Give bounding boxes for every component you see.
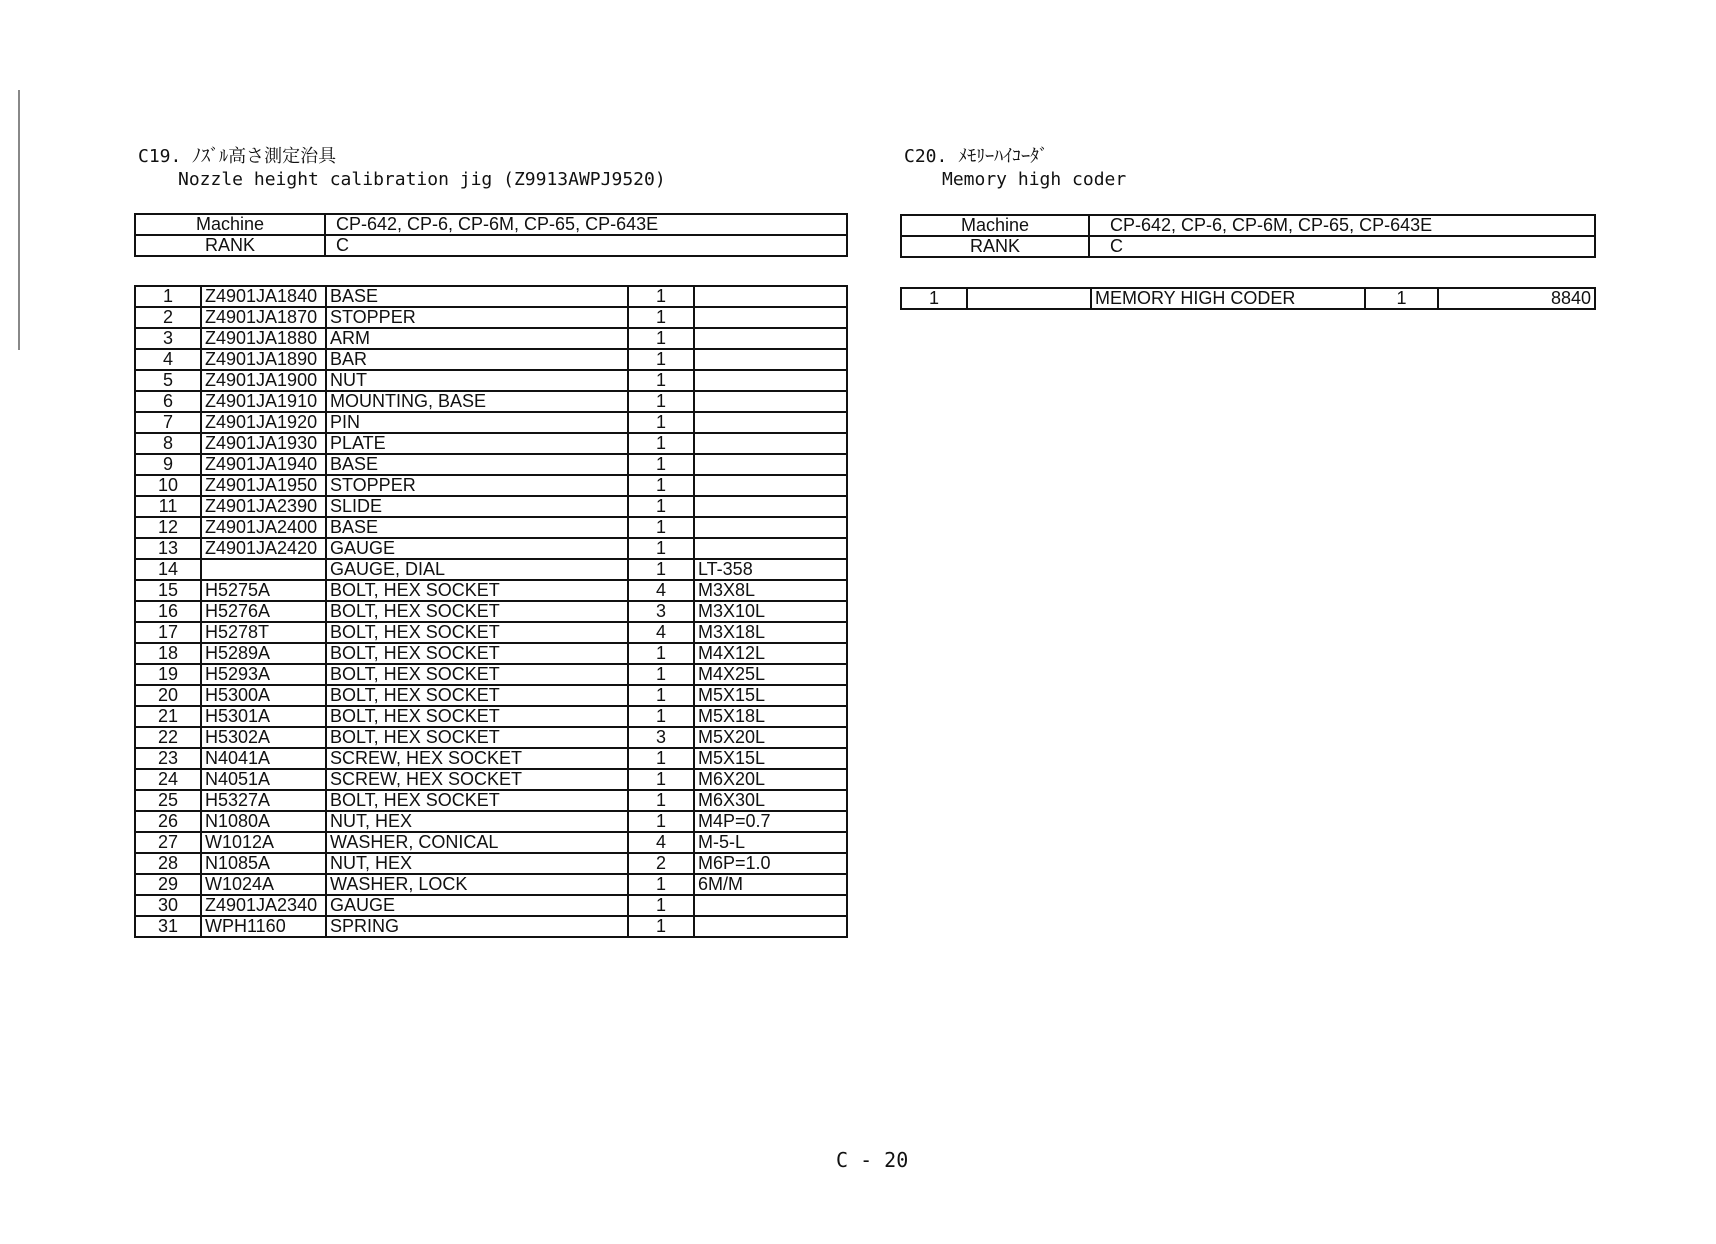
- c19-part-remark: M5X20L: [694, 727, 847, 748]
- c19-part-name: BOLT, HEX SOCKET: [326, 601, 628, 622]
- c20-subtitle: Memory high coder: [942, 169, 1127, 190]
- c19-part-qty: 1: [628, 496, 694, 517]
- c19-part-code: W1024A: [201, 874, 326, 895]
- c19-part-code: W1012A: [201, 832, 326, 853]
- c19-part-code: H5302A: [201, 727, 326, 748]
- scan-edge-line: [18, 90, 20, 350]
- c19-part-name: BASE: [326, 454, 628, 475]
- c19-part-code: Z4901JA1930: [201, 433, 326, 454]
- c19-part-code: H5275A: [201, 580, 326, 601]
- c19-part-remark: [694, 433, 847, 454]
- c19-part-code: Z4901JA1900: [201, 370, 326, 391]
- c19-part-name: GAUGE: [326, 895, 628, 916]
- c19-part-row: [135, 580, 847, 601]
- c19-part-name: STOPPER: [326, 307, 628, 328]
- c19-part-name: BOLT, HEX SOCKET: [326, 790, 628, 811]
- c19-part-row: [135, 769, 847, 790]
- c19-part-code: N1085A: [201, 853, 326, 874]
- c19-part-qty: 1: [628, 538, 694, 559]
- c19-part-number: 7: [135, 412, 201, 433]
- c19-part-row: [135, 895, 847, 916]
- c19-part-qty: 1: [628, 664, 694, 685]
- c19-part-remark: M5X15L: [694, 748, 847, 769]
- c19-part-number: 28: [135, 853, 201, 874]
- c19-part-code: N4041A: [201, 748, 326, 769]
- c19-part-name: NUT, HEX: [326, 853, 628, 874]
- c19-part-remark: M3X18L: [694, 622, 847, 643]
- c19-part-code: Z4901JA1910: [201, 391, 326, 412]
- c19-part-remark: M5X15L: [694, 685, 847, 706]
- c19-part-row: [135, 853, 847, 874]
- c20-parts-table: [900, 287, 1596, 310]
- c19-part-code: H5301A: [201, 706, 326, 727]
- c20-machine-label: Machine: [901, 215, 1089, 236]
- c19-part-remark: M6X30L: [694, 790, 847, 811]
- c20-machine-table: [900, 214, 1596, 258]
- c19-part-row: [135, 916, 847, 937]
- c19-part-remark: [694, 286, 847, 307]
- c19-part-name: NUT: [326, 370, 628, 391]
- c19-part-row: [135, 454, 847, 475]
- c19-part-code: N4051A: [201, 769, 326, 790]
- c19-part-number: 3: [135, 328, 201, 349]
- c19-part-code: Z4901JA1870: [201, 307, 326, 328]
- c19-part-code: Z4901JA1890: [201, 349, 326, 370]
- c19-part-code: [201, 559, 326, 580]
- c19-part-row: [135, 538, 847, 559]
- c19-part-code: Z4901JA2390: [201, 496, 326, 517]
- c19-part-number: 12: [135, 517, 201, 538]
- c19-part-name: BOLT, HEX SOCKET: [326, 643, 628, 664]
- c19-part-code: Z4901JA1880: [201, 328, 326, 349]
- c19-part-row: [135, 475, 847, 496]
- c19-part-name: SCREW, HEX SOCKET: [326, 769, 628, 790]
- c19-part-qty: 1: [628, 685, 694, 706]
- c19-rank-label: RANK: [135, 235, 325, 256]
- c19-part-remark: [694, 328, 847, 349]
- c19-machine-label: Machine: [135, 214, 325, 235]
- c19-part-row: [135, 307, 847, 328]
- c19-part-qty: 1: [628, 769, 694, 790]
- c19-part-row: [135, 286, 847, 307]
- c19-part-qty: 4: [628, 622, 694, 643]
- c19-part-remark: M5X18L: [694, 706, 847, 727]
- c19-part-remark: [694, 538, 847, 559]
- c19-part-name: BASE: [326, 517, 628, 538]
- c19-part-name: SCREW, HEX SOCKET: [326, 748, 628, 769]
- c19-part-code: H5300A: [201, 685, 326, 706]
- c19-part-number: 2: [135, 307, 201, 328]
- c19-part-code: H5276A: [201, 601, 326, 622]
- c19-part-code: N1080A: [201, 811, 326, 832]
- c19-part-remark: M4X12L: [694, 643, 847, 664]
- c19-part-qty: 1: [628, 895, 694, 916]
- c19-part-remark: LT-358: [694, 559, 847, 580]
- c19-part-name: BOLT, HEX SOCKET: [326, 622, 628, 643]
- c19-part-number: 18: [135, 643, 201, 664]
- c19-part-name: PIN: [326, 412, 628, 433]
- c19-part-code: H5293A: [201, 664, 326, 685]
- c19-part-number: 17: [135, 622, 201, 643]
- c19-part-qty: 1: [628, 370, 694, 391]
- c19-part-number: 15: [135, 580, 201, 601]
- c19-part-number: 22: [135, 727, 201, 748]
- c19-part-code: Z4901JA1840: [201, 286, 326, 307]
- c19-part-remark: [694, 370, 847, 391]
- c20-title: C20. ﾒﾓﾘｰﾊｲｺｰﾀﾞ: [904, 146, 1049, 167]
- c19-rank-value: C: [325, 235, 847, 256]
- c20-part-name: MEMORY HIGH CODER: [1091, 288, 1365, 309]
- c19-part-row: [135, 433, 847, 454]
- c19-part-name: GAUGE, DIAL: [326, 559, 628, 580]
- c20-part-remark: 8840: [1438, 288, 1595, 309]
- c19-part-remark: M-5-L: [694, 832, 847, 853]
- c19-part-remark: [694, 916, 847, 937]
- c19-part-name: ARM: [326, 328, 628, 349]
- c19-part-row: [135, 643, 847, 664]
- c19-rank-row: [135, 235, 847, 256]
- c20-machine-value: CP-642, CP-6, CP-6M, CP-65, CP-643E: [1089, 215, 1595, 236]
- c19-part-qty: 1: [628, 706, 694, 727]
- c19-part-qty: 1: [628, 748, 694, 769]
- c19-machine-table: [134, 213, 848, 257]
- c19-part-code: H5289A: [201, 643, 326, 664]
- c19-part-name: WASHER, CONICAL: [326, 832, 628, 853]
- c19-part-qty: 1: [628, 307, 694, 328]
- c19-part-remark: [694, 475, 847, 496]
- c19-part-qty: 1: [628, 517, 694, 538]
- c19-part-remark: M3X10L: [694, 601, 847, 622]
- c19-part-qty: 1: [628, 433, 694, 454]
- c19-part-row: [135, 601, 847, 622]
- c19-part-number: 19: [135, 664, 201, 685]
- c19-part-remark: M6P=1.0: [694, 853, 847, 874]
- c20-part-qty: 1: [1365, 288, 1438, 309]
- c19-part-qty: 1: [628, 328, 694, 349]
- c19-part-code: Z4901JA1950: [201, 475, 326, 496]
- c19-part-qty: 4: [628, 580, 694, 601]
- c19-part-name: BASE: [326, 286, 628, 307]
- c19-part-row: [135, 412, 847, 433]
- c19-parts-table: [134, 285, 848, 938]
- c19-part-code: Z4901JA1920: [201, 412, 326, 433]
- c19-machine-value: CP-642, CP-6, CP-6M, CP-65, CP-643E: [325, 214, 847, 235]
- c19-part-number: 21: [135, 706, 201, 727]
- c19-part-name: BOLT, HEX SOCKET: [326, 664, 628, 685]
- c19-part-remark: [694, 895, 847, 916]
- c19-part-number: 20: [135, 685, 201, 706]
- c20-rank-label: RANK: [901, 236, 1089, 257]
- c19-part-remark: M4P=0.7: [694, 811, 847, 832]
- c19-part-name: BOLT, HEX SOCKET: [326, 706, 628, 727]
- c19-part-row: [135, 517, 847, 538]
- c20-part-number: 1: [901, 288, 967, 309]
- c19-part-number: 30: [135, 895, 201, 916]
- c19-part-number: 24: [135, 769, 201, 790]
- c19-part-code: Z4901JA2340: [201, 895, 326, 916]
- c19-part-code: Z4901JA2420: [201, 538, 326, 559]
- c19-title: C19. ﾉｽﾞﾙ高さ測定治具: [138, 146, 337, 167]
- c19-part-remark: 6M/M: [694, 874, 847, 895]
- c19-part-row: [135, 559, 847, 580]
- c19-part-qty: 1: [628, 643, 694, 664]
- c19-part-qty: 1: [628, 349, 694, 370]
- c19-part-row: [135, 370, 847, 391]
- c19-part-number: 11: [135, 496, 201, 517]
- c19-part-qty: 1: [628, 559, 694, 580]
- c19-part-qty: 1: [628, 412, 694, 433]
- c19-part-row: [135, 391, 847, 412]
- c19-part-number: 4: [135, 349, 201, 370]
- c19-part-qty: 1: [628, 790, 694, 811]
- c19-part-number: 8: [135, 433, 201, 454]
- c19-part-remark: M3X8L: [694, 580, 847, 601]
- c19-part-number: 23: [135, 748, 201, 769]
- c19-part-number: 27: [135, 832, 201, 853]
- c19-part-row: [135, 790, 847, 811]
- c19-part-remark: [694, 517, 847, 538]
- c19-part-code: Z4901JA1940: [201, 454, 326, 475]
- c19-part-number: 25: [135, 790, 201, 811]
- c20-part-row: [901, 288, 1595, 309]
- c19-part-name: SLIDE: [326, 496, 628, 517]
- c19-part-row: [135, 328, 847, 349]
- c19-part-name: MOUNTING, BASE: [326, 391, 628, 412]
- c19-part-name: PLATE: [326, 433, 628, 454]
- c19-subtitle: Nozzle height calibration jig (Z9913AWPJ9520): [178, 169, 666, 190]
- c19-part-row: [135, 832, 847, 853]
- page-number: C - 20: [836, 1148, 909, 1172]
- c19-part-qty: 1: [628, 916, 694, 937]
- c19-part-number: 5: [135, 370, 201, 391]
- c19-part-number: 1: [135, 286, 201, 307]
- c19-part-remark: [694, 307, 847, 328]
- c19-part-name: STOPPER: [326, 475, 628, 496]
- c19-part-row: [135, 727, 847, 748]
- c19-part-qty: 1: [628, 475, 694, 496]
- c19-part-row: [135, 685, 847, 706]
- c19-part-code: H5278T: [201, 622, 326, 643]
- c19-part-remark: [694, 349, 847, 370]
- c19-part-row: [135, 664, 847, 685]
- c19-part-name: SPRING: [326, 916, 628, 937]
- c19-part-remark: [694, 496, 847, 517]
- c19-part-row: [135, 622, 847, 643]
- c19-part-number: 16: [135, 601, 201, 622]
- c19-part-code: Z4901JA2400: [201, 517, 326, 538]
- c19-part-remark: [694, 391, 847, 412]
- c19-part-name: BAR: [326, 349, 628, 370]
- c19-part-qty: 4: [628, 832, 694, 853]
- c19-part-qty: 1: [628, 454, 694, 475]
- c19-part-row: [135, 874, 847, 895]
- c19-part-number: 9: [135, 454, 201, 475]
- c19-part-name: BOLT, HEX SOCKET: [326, 727, 628, 748]
- c19-part-qty: 1: [628, 811, 694, 832]
- c19-part-number: 13: [135, 538, 201, 559]
- c19-part-name: BOLT, HEX SOCKET: [326, 580, 628, 601]
- c19-part-code: H5327A: [201, 790, 326, 811]
- c19-part-row: [135, 811, 847, 832]
- c19-part-remark: [694, 454, 847, 475]
- c20-machine-row: [901, 215, 1595, 236]
- c19-part-row: [135, 706, 847, 727]
- c19-part-qty: 1: [628, 874, 694, 895]
- c19-part-row: [135, 748, 847, 769]
- c19-part-number: 26: [135, 811, 201, 832]
- c19-part-name: NUT, HEX: [326, 811, 628, 832]
- c19-part-qty: 3: [628, 727, 694, 748]
- c19-part-code: WPH1160: [201, 916, 326, 937]
- c19-part-remark: M6X20L: [694, 769, 847, 790]
- c19-part-number: 10: [135, 475, 201, 496]
- c19-part-name: GAUGE: [326, 538, 628, 559]
- c19-part-remark: M4X25L: [694, 664, 847, 685]
- c19-part-qty: 2: [628, 853, 694, 874]
- c19-part-number: 29: [135, 874, 201, 895]
- c19-part-qty: 3: [628, 601, 694, 622]
- c19-part-remark: [694, 412, 847, 433]
- c19-part-number: 14: [135, 559, 201, 580]
- c19-part-row: [135, 349, 847, 370]
- c19-machine-row: [135, 214, 847, 235]
- c19-part-qty: 1: [628, 286, 694, 307]
- c19-part-name: BOLT, HEX SOCKET: [326, 685, 628, 706]
- c19-part-qty: 1: [628, 391, 694, 412]
- c20-rank-row: [901, 236, 1595, 257]
- c19-part-number: 6: [135, 391, 201, 412]
- c20-part-code: [967, 288, 1091, 309]
- c20-rank-value: C: [1089, 236, 1595, 257]
- c19-part-number: 31: [135, 916, 201, 937]
- c19-part-name: WASHER, LOCK: [326, 874, 628, 895]
- c19-part-row: [135, 496, 847, 517]
